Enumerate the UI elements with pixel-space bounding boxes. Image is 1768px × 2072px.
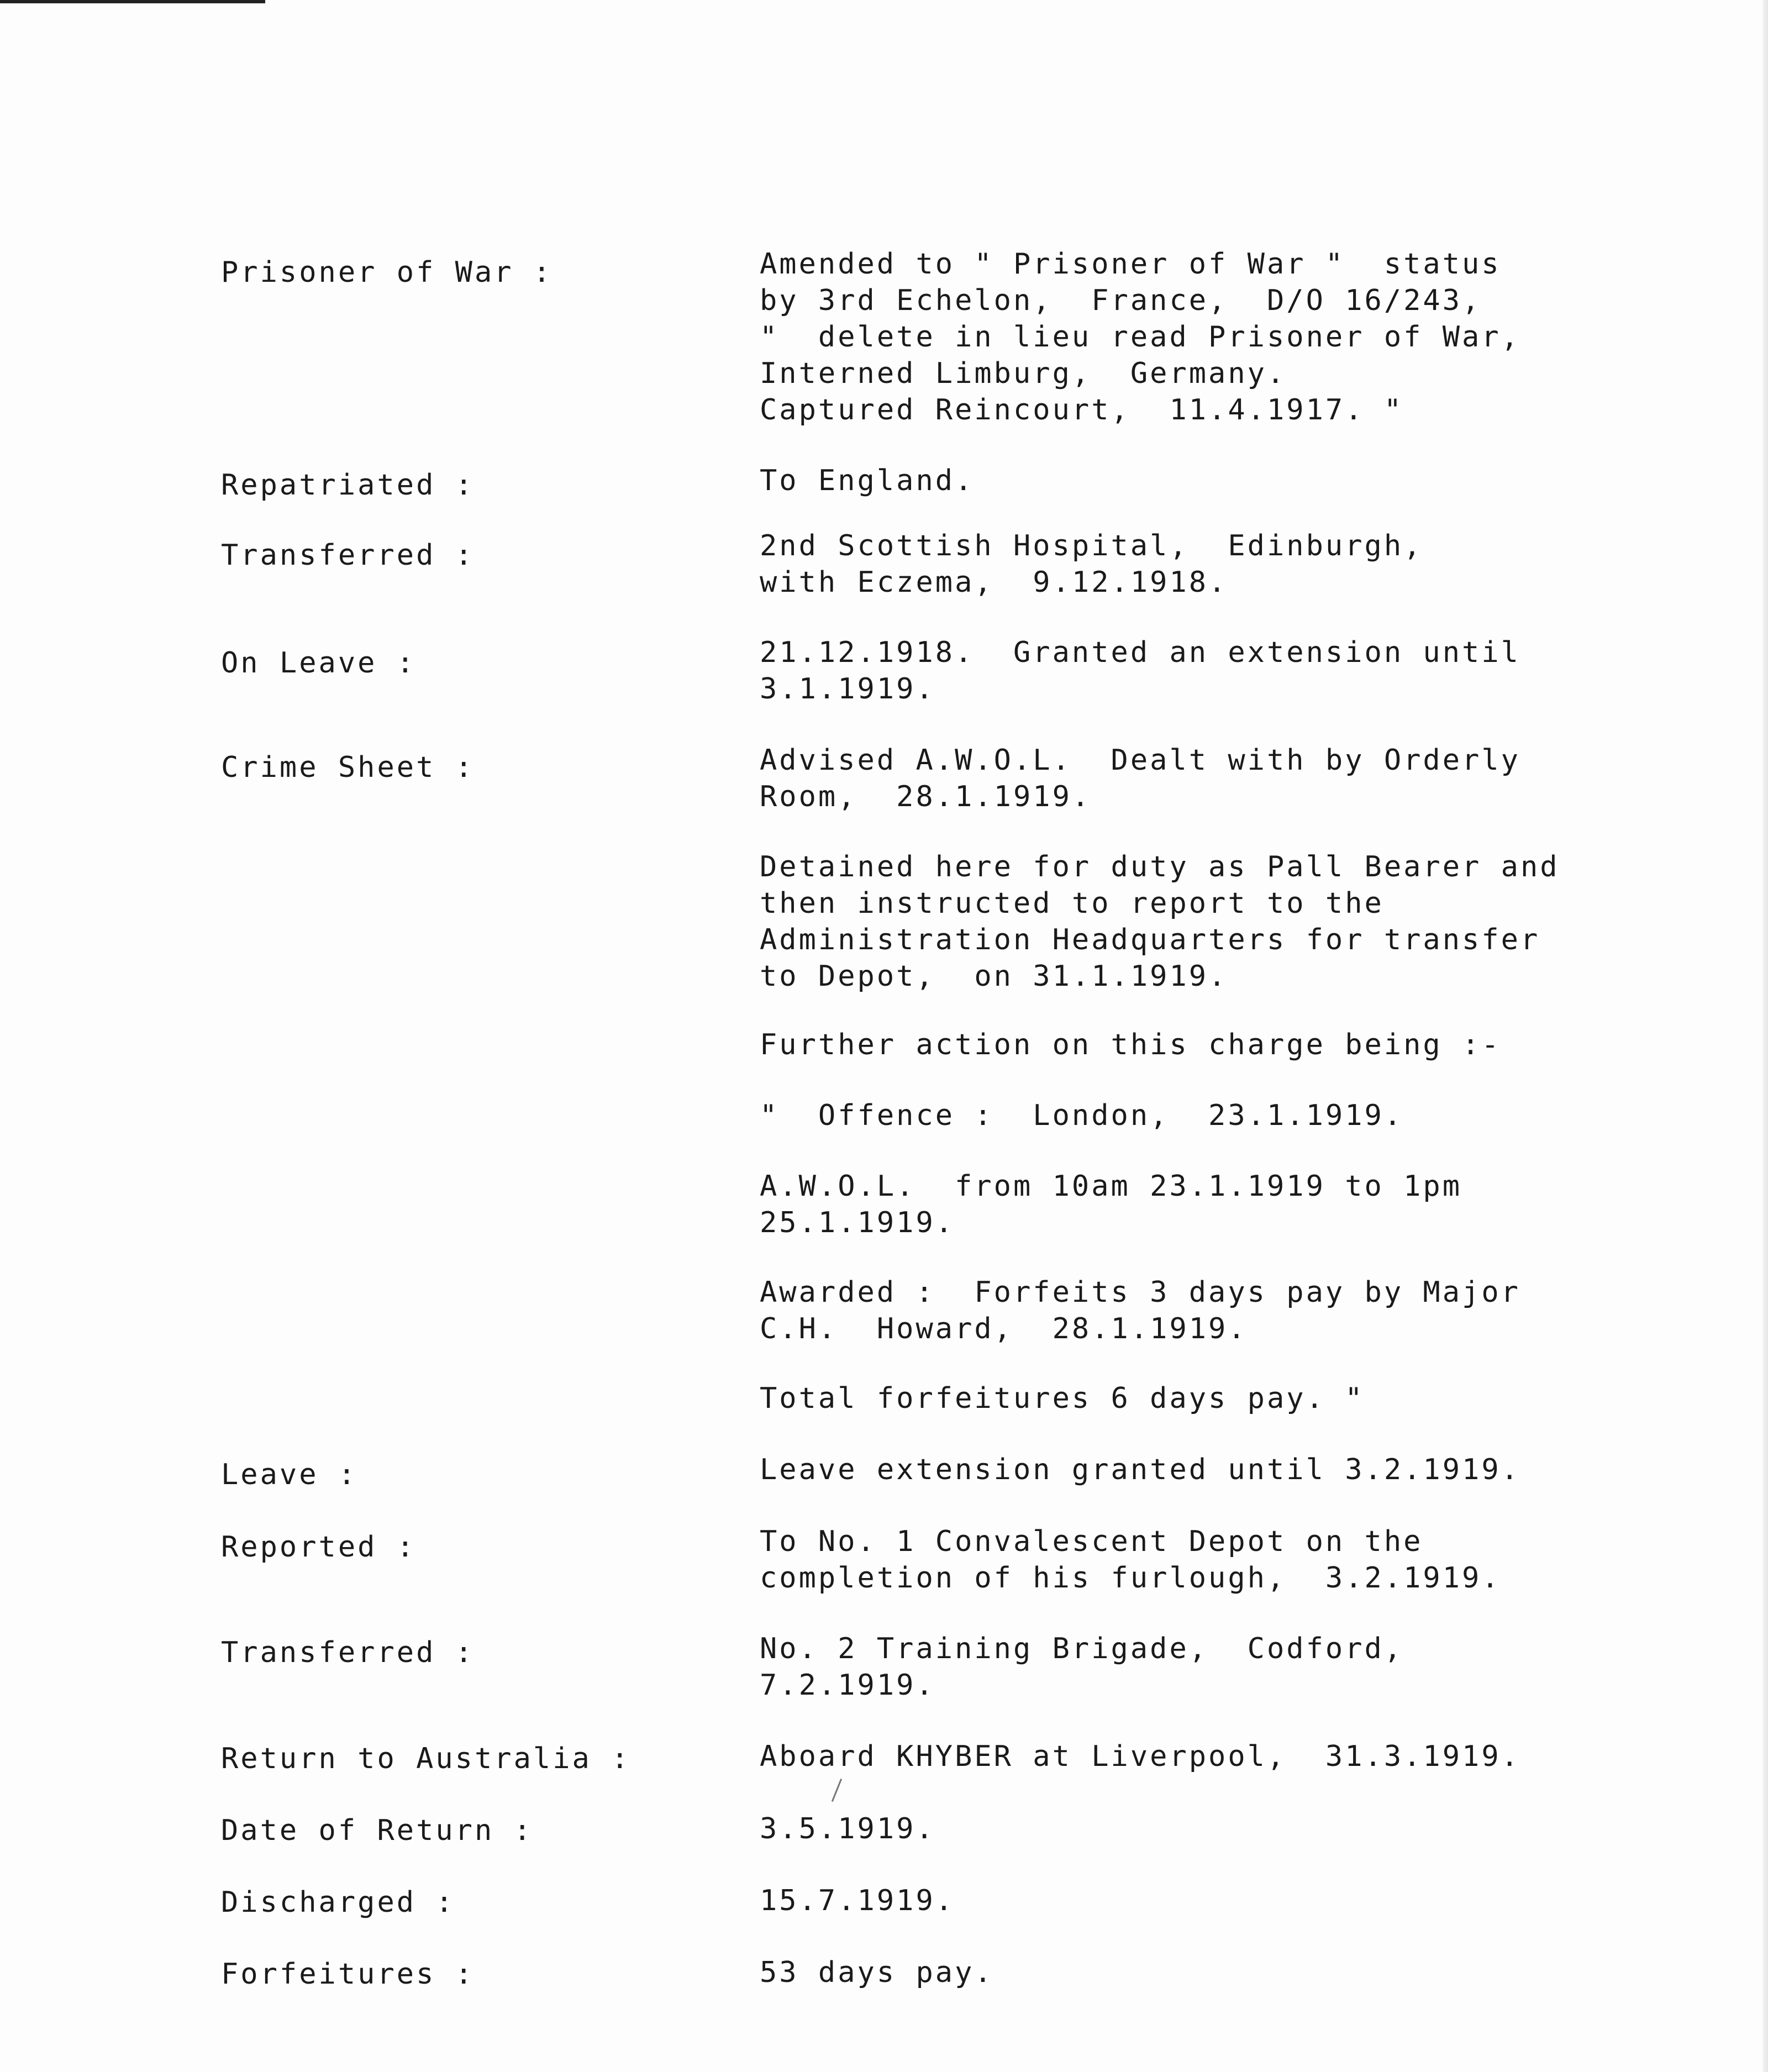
- entry-paragraph: [760, 1954, 1655, 1991]
- entry-paragraph: [760, 849, 1655, 995]
- text-line: to Depot, on 31.1.1919.: [760, 960, 1228, 993]
- entry-label: Crime Sheet :: [221, 751, 475, 784]
- text-line: Captured Reincourt, 11.4.1917. ": [760, 393, 1404, 427]
- entry-paragraph: [760, 742, 1655, 815]
- text-line: Interned Limburg, Germany.: [760, 357, 1287, 390]
- text-line: 25.1.1919.: [760, 1206, 955, 1239]
- entry-paragraph: [760, 1631, 1655, 1703]
- text-line: To No. 1 Convalescent Depot on the: [760, 1525, 1423, 1558]
- entry-label: Return to Australia :: [221, 1742, 631, 1775]
- text-line: Amended to " Prisoner of War " status: [760, 248, 1501, 281]
- entry-label: Discharged :: [221, 1886, 455, 1919]
- entry-label: Forfeitures :: [221, 1958, 475, 1991]
- text-line: A.W.O.L. from 10am 23.1.1919 to 1pm: [760, 1170, 1462, 1203]
- entry-paragraph: [760, 1027, 1655, 1063]
- entry-paragraph: [760, 246, 1655, 428]
- entry-paragraph: [760, 1882, 1655, 1919]
- text-line: Total forfeitures 6 days pay. ": [760, 1382, 1365, 1415]
- text-line: with Eczema, 9.12.1918.: [760, 566, 1228, 599]
- entry-paragraph: [760, 1097, 1655, 1134]
- text-line: completion of his furlough, 3.2.1919.: [760, 1561, 1501, 1595]
- entry-paragraph: [760, 462, 1655, 499]
- text-line: by 3rd Echelon, France, D/O 16/243,: [760, 284, 1482, 317]
- text-line: 3.5.1919.: [760, 1812, 935, 1845]
- entry-paragraph: [760, 1274, 1655, 1347]
- text-line: Leave extension granted until 3.2.1919.: [760, 1453, 1520, 1486]
- entry-paragraph: [760, 528, 1655, 601]
- text-line: Room, 28.1.1919.: [760, 780, 1092, 813]
- entry-label: Date of Return :: [221, 1814, 533, 1847]
- text-line: To England.: [760, 464, 975, 497]
- entry-label: Prisoner of War :: [221, 256, 553, 289]
- text-line: C.H. Howard, 28.1.1919.: [760, 1312, 1248, 1345]
- text-line: 15.7.1919.: [760, 1884, 955, 1917]
- text-line: " delete in lieu read Prisoner of War,: [760, 320, 1520, 354]
- entry-label: Transferred :: [221, 1636, 475, 1669]
- entry-paragraph: [760, 1380, 1655, 1417]
- entry-paragraph: [760, 1168, 1655, 1241]
- text-line: Detained here for duty as Pall Bearer and: [760, 850, 1560, 884]
- text-line: then instructed to report to the: [760, 887, 1384, 920]
- text-line: 2nd Scottish Hospital, Edinburgh,: [760, 529, 1423, 562]
- entry-paragraph: [760, 1811, 1655, 1847]
- text-line: Awarded : Forfeits 3 days pay by Major: [760, 1276, 1520, 1309]
- text-line: " Offence : London, 23.1.1919.: [760, 1099, 1404, 1132]
- entry-label: Repatriated :: [221, 469, 475, 502]
- text-line: Administration Headquarters for transfer: [760, 923, 1540, 956]
- text-line: 7.2.1919.: [760, 1669, 935, 1702]
- text-line: Advised A.W.O.L. Dealt with by Orderly: [760, 744, 1520, 777]
- entry-label: Reported :: [221, 1531, 417, 1564]
- entry-paragraph: [760, 1738, 1655, 1775]
- entry-label: Transferred :: [221, 539, 475, 572]
- text-line: 3.1.1919.: [760, 672, 935, 706]
- entry-label: Leave :: [221, 1458, 358, 1491]
- text-line: No. 2 Training Brigade, Codford,: [760, 1632, 1404, 1665]
- text-line: Further action on this charge being :-: [760, 1028, 1501, 1061]
- text-line: 53 days pay.: [760, 1956, 994, 1989]
- entry-paragraph: [760, 1452, 1655, 1488]
- text-line: Aboard KHYBER at Liverpool, 31.3.1919.: [760, 1740, 1520, 1773]
- entry-label: On Leave :: [221, 646, 417, 680]
- text-line: 21.12.1918. Granted an extension until: [760, 636, 1520, 669]
- entry-paragraph: [760, 1523, 1655, 1596]
- entry-paragraph: [760, 634, 1655, 707]
